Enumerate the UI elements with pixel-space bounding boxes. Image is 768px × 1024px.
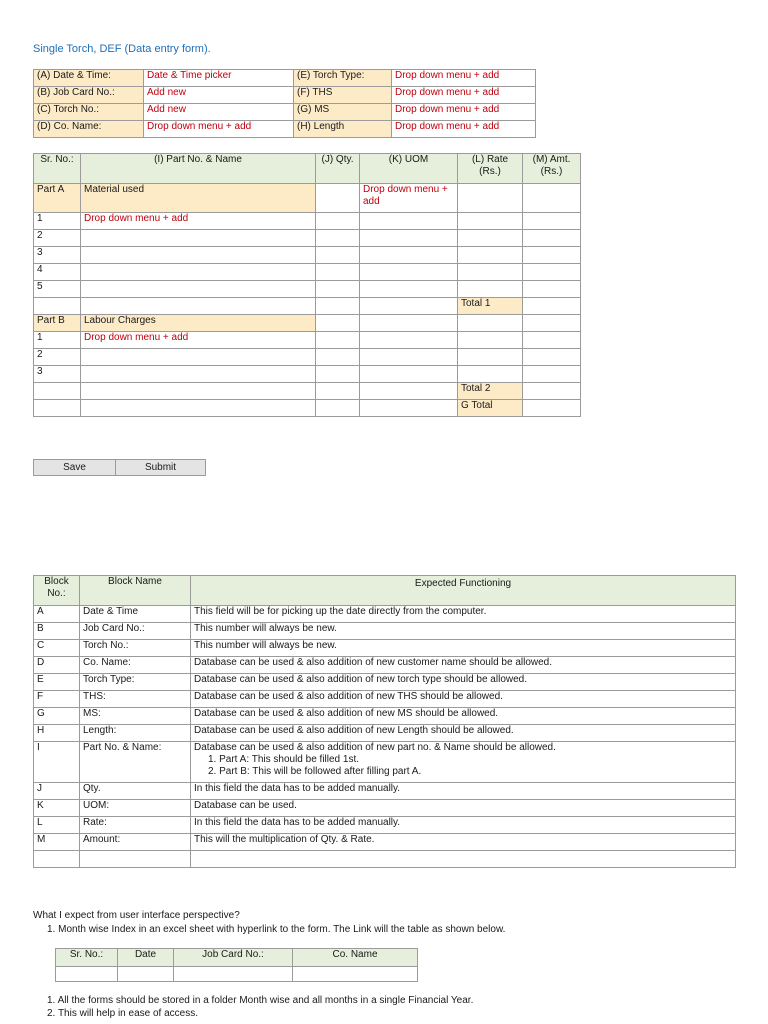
header-part-no-name: (I) Part No. & Name xyxy=(81,154,316,184)
item-row xyxy=(34,247,581,264)
total-1-label: Total 1 xyxy=(458,298,523,315)
func-header-block-no: Block No.: xyxy=(34,576,80,606)
part-b-label: Part B xyxy=(34,315,81,332)
item-empty-cell xyxy=(316,315,360,332)
func-description-text: Database can be used & also addition of new part no. & Name should be allowed. xyxy=(194,742,556,753)
part-a-label: Part A xyxy=(34,184,81,213)
part-a-name: Material used xyxy=(81,184,316,213)
item-part-name[interactable] xyxy=(81,230,316,247)
func-description: Database can be used & also addition of new torch type should be allowed. xyxy=(191,674,736,691)
header-info-table xyxy=(33,69,536,138)
header-info-row xyxy=(34,121,536,138)
header-uom: (K) UOM xyxy=(360,154,458,184)
item-uom[interactable] xyxy=(360,247,458,264)
item-empty-cell xyxy=(360,298,458,315)
func-description: Database can be used. xyxy=(191,800,736,817)
func-block-name: MS: xyxy=(80,708,191,725)
submit-button[interactable]: Submit xyxy=(115,459,206,476)
item-sr-no: 3 xyxy=(34,366,81,383)
item-empty-cell xyxy=(360,400,458,417)
item-part-name[interactable] xyxy=(81,349,316,366)
header-field-label: (H) Length xyxy=(294,121,392,138)
item-sr-no: 2 xyxy=(34,349,81,366)
items-table xyxy=(33,153,581,417)
item-empty-cell xyxy=(81,383,316,400)
item-uom[interactable] xyxy=(360,332,458,349)
item-empty-cell xyxy=(523,315,581,332)
func-block-name: Job Card No.: xyxy=(80,623,191,640)
func-empty-cell xyxy=(34,851,80,868)
func-block-no: F xyxy=(34,691,80,708)
part-a-row xyxy=(34,184,581,213)
item-qty[interactable] xyxy=(316,247,360,264)
func-header-block-name: Block Name xyxy=(80,576,191,606)
header-field-input[interactable]: Date & Time picker xyxy=(144,70,294,87)
header-amount: (M) Amt. (Rs.) xyxy=(523,154,581,184)
func-block-no: H xyxy=(34,725,80,742)
item-qty[interactable] xyxy=(316,349,360,366)
func-empty-cell xyxy=(191,851,736,868)
item-rate[interactable] xyxy=(458,349,523,366)
item-row xyxy=(34,366,581,383)
func-header-expected: Expected Functioning xyxy=(191,576,736,606)
header-field-input[interactable]: Add new xyxy=(144,104,294,121)
item-sr-no: 1 xyxy=(34,332,81,349)
index-header-date: Date xyxy=(118,949,174,967)
expect-item-1: 1. Month wise Index in an excel sheet with hyperlink to the form. The Link will the table as shown below. xyxy=(47,924,506,935)
item-empty-cell xyxy=(316,298,360,315)
func-description: This will the multiplication of Qty. & Rate. xyxy=(191,834,736,851)
item-empty-cell xyxy=(316,383,360,400)
func-block-no: A xyxy=(34,606,80,623)
item-amount xyxy=(523,349,581,366)
item-empty-cell xyxy=(360,383,458,400)
total-1-row xyxy=(34,298,581,315)
func-block-no: J xyxy=(34,783,80,800)
func-sub-item: 2. Part B: This will be followed after filling part A. xyxy=(208,766,422,777)
func-block-no: E xyxy=(34,674,80,691)
header-field-label: (A) Date & Time: xyxy=(34,70,144,87)
func-block-no: K xyxy=(34,800,80,817)
header-field-input[interactable]: Add new xyxy=(144,87,294,104)
func-block-name: THS: xyxy=(80,691,191,708)
grand-total-label: G Total xyxy=(458,400,523,417)
item-rate[interactable] xyxy=(458,281,523,298)
item-qty[interactable] xyxy=(316,332,360,349)
item-empty-cell xyxy=(360,315,458,332)
page-title: Single Torch, DEF (Data entry form). xyxy=(33,43,211,55)
item-amount xyxy=(523,230,581,247)
header-info-row xyxy=(34,70,536,87)
grand-total-value xyxy=(523,400,581,417)
func-row xyxy=(34,742,736,783)
func-block-no: B xyxy=(34,623,80,640)
func-row xyxy=(34,800,736,817)
header-field-input[interactable]: Drop down menu + add xyxy=(392,104,536,121)
func-block-name: Length: xyxy=(80,725,191,742)
func-block-no: L xyxy=(34,817,80,834)
item-uom[interactable] xyxy=(360,281,458,298)
item-empty-cell xyxy=(316,400,360,417)
header-field-input[interactable]: Drop down menu + add xyxy=(392,121,536,138)
part-a-amount xyxy=(523,184,581,213)
func-description: In this field the data has to be added manually. xyxy=(191,783,736,800)
item-empty-cell xyxy=(34,383,81,400)
item-amount xyxy=(523,213,581,230)
total-2-row xyxy=(34,383,581,400)
func-block-no: M xyxy=(34,834,80,851)
functioning-table xyxy=(33,575,736,868)
index-header-sr-no: Sr. No.: xyxy=(56,949,118,967)
func-block-name: UOM: xyxy=(80,800,191,817)
item-rate[interactable] xyxy=(458,213,523,230)
header-field-input[interactable]: Drop down menu + add xyxy=(392,87,536,104)
item-uom[interactable] xyxy=(360,264,458,281)
part-b-row xyxy=(34,315,581,332)
item-sr-no: 1 xyxy=(34,213,81,230)
item-uom[interactable] xyxy=(360,213,458,230)
item-amount xyxy=(523,281,581,298)
item-amount xyxy=(523,264,581,281)
item-amount xyxy=(523,247,581,264)
func-row xyxy=(34,640,736,657)
item-qty[interactable] xyxy=(316,366,360,383)
item-part-name[interactable]: Drop down menu + add xyxy=(81,213,316,230)
header-sr-no: Sr. No.: xyxy=(34,154,81,184)
item-row xyxy=(34,349,581,366)
item-sr-no: 2 xyxy=(34,230,81,247)
func-empty-cell xyxy=(80,851,191,868)
func-description: Database can be used & also addition of new MS should be allowed. xyxy=(191,708,736,725)
func-row xyxy=(34,725,736,742)
item-rate[interactable] xyxy=(458,264,523,281)
header-rate: (L) Rate (Rs.) xyxy=(458,154,523,184)
header-field-label: (F) THS xyxy=(294,87,392,104)
item-row xyxy=(34,230,581,247)
func-block-name: Rate: xyxy=(80,817,191,834)
func-row xyxy=(34,817,736,834)
item-empty-cell xyxy=(34,298,81,315)
func-row xyxy=(34,834,736,851)
func-block-name: Torch No.: xyxy=(80,640,191,657)
func-block-name: Amount: xyxy=(80,834,191,851)
item-amount xyxy=(523,366,581,383)
func-block-name: Qty. xyxy=(80,783,191,800)
index-header-co-name: Co. Name xyxy=(293,949,418,967)
item-rate[interactable] xyxy=(458,247,523,264)
total-2-value xyxy=(523,383,581,400)
header-field-label: (B) Job Card No.: xyxy=(34,87,144,104)
item-uom[interactable] xyxy=(360,230,458,247)
items-header-row xyxy=(34,154,581,184)
index-header-job-card: Job Card No.: xyxy=(174,949,293,967)
func-description: This number will always be new. xyxy=(191,623,736,640)
item-rate[interactable] xyxy=(458,366,523,383)
item-part-name[interactable] xyxy=(81,366,316,383)
item-part-name[interactable]: Drop down menu + add xyxy=(81,332,316,349)
func-description: Database can be used & also addition of new THS should be allowed. xyxy=(191,691,736,708)
header-field-input[interactable]: Drop down menu + add xyxy=(392,70,536,87)
grand-total-row xyxy=(34,400,581,417)
item-part-name[interactable] xyxy=(81,281,316,298)
func-description: In this field the data has to be added manually. xyxy=(191,817,736,834)
part-a-uom-dropdown[interactable]: Drop down menu + add xyxy=(360,184,458,213)
header-field-label: (G) MS xyxy=(294,104,392,121)
item-row xyxy=(34,213,581,230)
item-empty-cell xyxy=(81,298,316,315)
header-field-label: (D) Co. Name: xyxy=(34,121,144,138)
header-field-label: (C) Torch No.: xyxy=(34,104,144,121)
item-empty-cell xyxy=(81,400,316,417)
func-row xyxy=(34,674,736,691)
func-row xyxy=(34,708,736,725)
total-1-value xyxy=(523,298,581,315)
part-b-name: Labour Charges xyxy=(81,315,316,332)
save-button[interactable]: Save xyxy=(33,459,116,476)
index-table xyxy=(55,948,418,982)
func-block-no: C xyxy=(34,640,80,657)
item-rate[interactable] xyxy=(458,230,523,247)
func-row xyxy=(34,783,736,800)
func-row xyxy=(34,606,736,623)
expect-heading: What I expect from user interface perspective? xyxy=(33,910,240,921)
func-empty-row xyxy=(34,851,736,868)
func-header-row xyxy=(34,576,736,606)
header-field-input[interactable]: Drop down menu + add xyxy=(144,121,294,138)
func-block-no: G xyxy=(34,708,80,725)
func-block-name: Co. Name: xyxy=(80,657,191,674)
item-uom[interactable] xyxy=(360,349,458,366)
header-qty: (J) Qty. xyxy=(316,154,360,184)
index-empty-row xyxy=(56,967,418,982)
index-header-row xyxy=(56,949,418,967)
footer-item-1: 1. All the forms should be stored in a folder Month wise and all months in a single Financial Year. xyxy=(47,995,474,1006)
item-part-name[interactable] xyxy=(81,264,316,281)
func-sub-item: 1. Part A: This should be filled 1st. xyxy=(208,754,360,765)
item-qty[interactable] xyxy=(316,264,360,281)
header-field-label: (E) Torch Type: xyxy=(294,70,392,87)
func-block-no: I xyxy=(34,742,80,783)
item-sr-no: 3 xyxy=(34,247,81,264)
func-description: Database can be used & also addition of new customer name should be allowed. xyxy=(191,657,736,674)
item-sr-no: 4 xyxy=(34,264,81,281)
item-empty-cell xyxy=(458,315,523,332)
func-row xyxy=(34,691,736,708)
item-row xyxy=(34,264,581,281)
item-uom[interactable] xyxy=(360,366,458,383)
func-description: This number will always be new. xyxy=(191,640,736,657)
item-rate[interactable] xyxy=(458,332,523,349)
part-a-rate[interactable] xyxy=(458,184,523,213)
header-info-row xyxy=(34,104,536,121)
item-amount xyxy=(523,332,581,349)
func-row xyxy=(34,623,736,640)
item-part-name[interactable] xyxy=(81,247,316,264)
header-info-row xyxy=(34,87,536,104)
func-description: Database can be used & also addition of new Length should be allowed. xyxy=(191,725,736,742)
func-description xyxy=(191,742,736,783)
footer-item-2: 2. This will help in ease of access. xyxy=(47,1008,199,1019)
func-block-no: D xyxy=(34,657,80,674)
item-sr-no: 5 xyxy=(34,281,81,298)
item-qty[interactable] xyxy=(316,281,360,298)
item-empty-cell xyxy=(34,400,81,417)
func-row xyxy=(34,657,736,674)
func-description: This field will be for picking up the date directly from the computer. xyxy=(191,606,736,623)
func-block-name: Date & Time xyxy=(80,606,191,623)
item-row xyxy=(34,281,581,298)
item-row xyxy=(34,332,581,349)
total-2-label: Total 2 xyxy=(458,383,523,400)
func-block-name: Torch Type: xyxy=(80,674,191,691)
func-block-name: Part No. & Name: xyxy=(80,742,191,783)
item-qty[interactable] xyxy=(316,230,360,247)
item-qty[interactable] xyxy=(316,213,360,230)
part-a-qty[interactable] xyxy=(316,184,360,213)
